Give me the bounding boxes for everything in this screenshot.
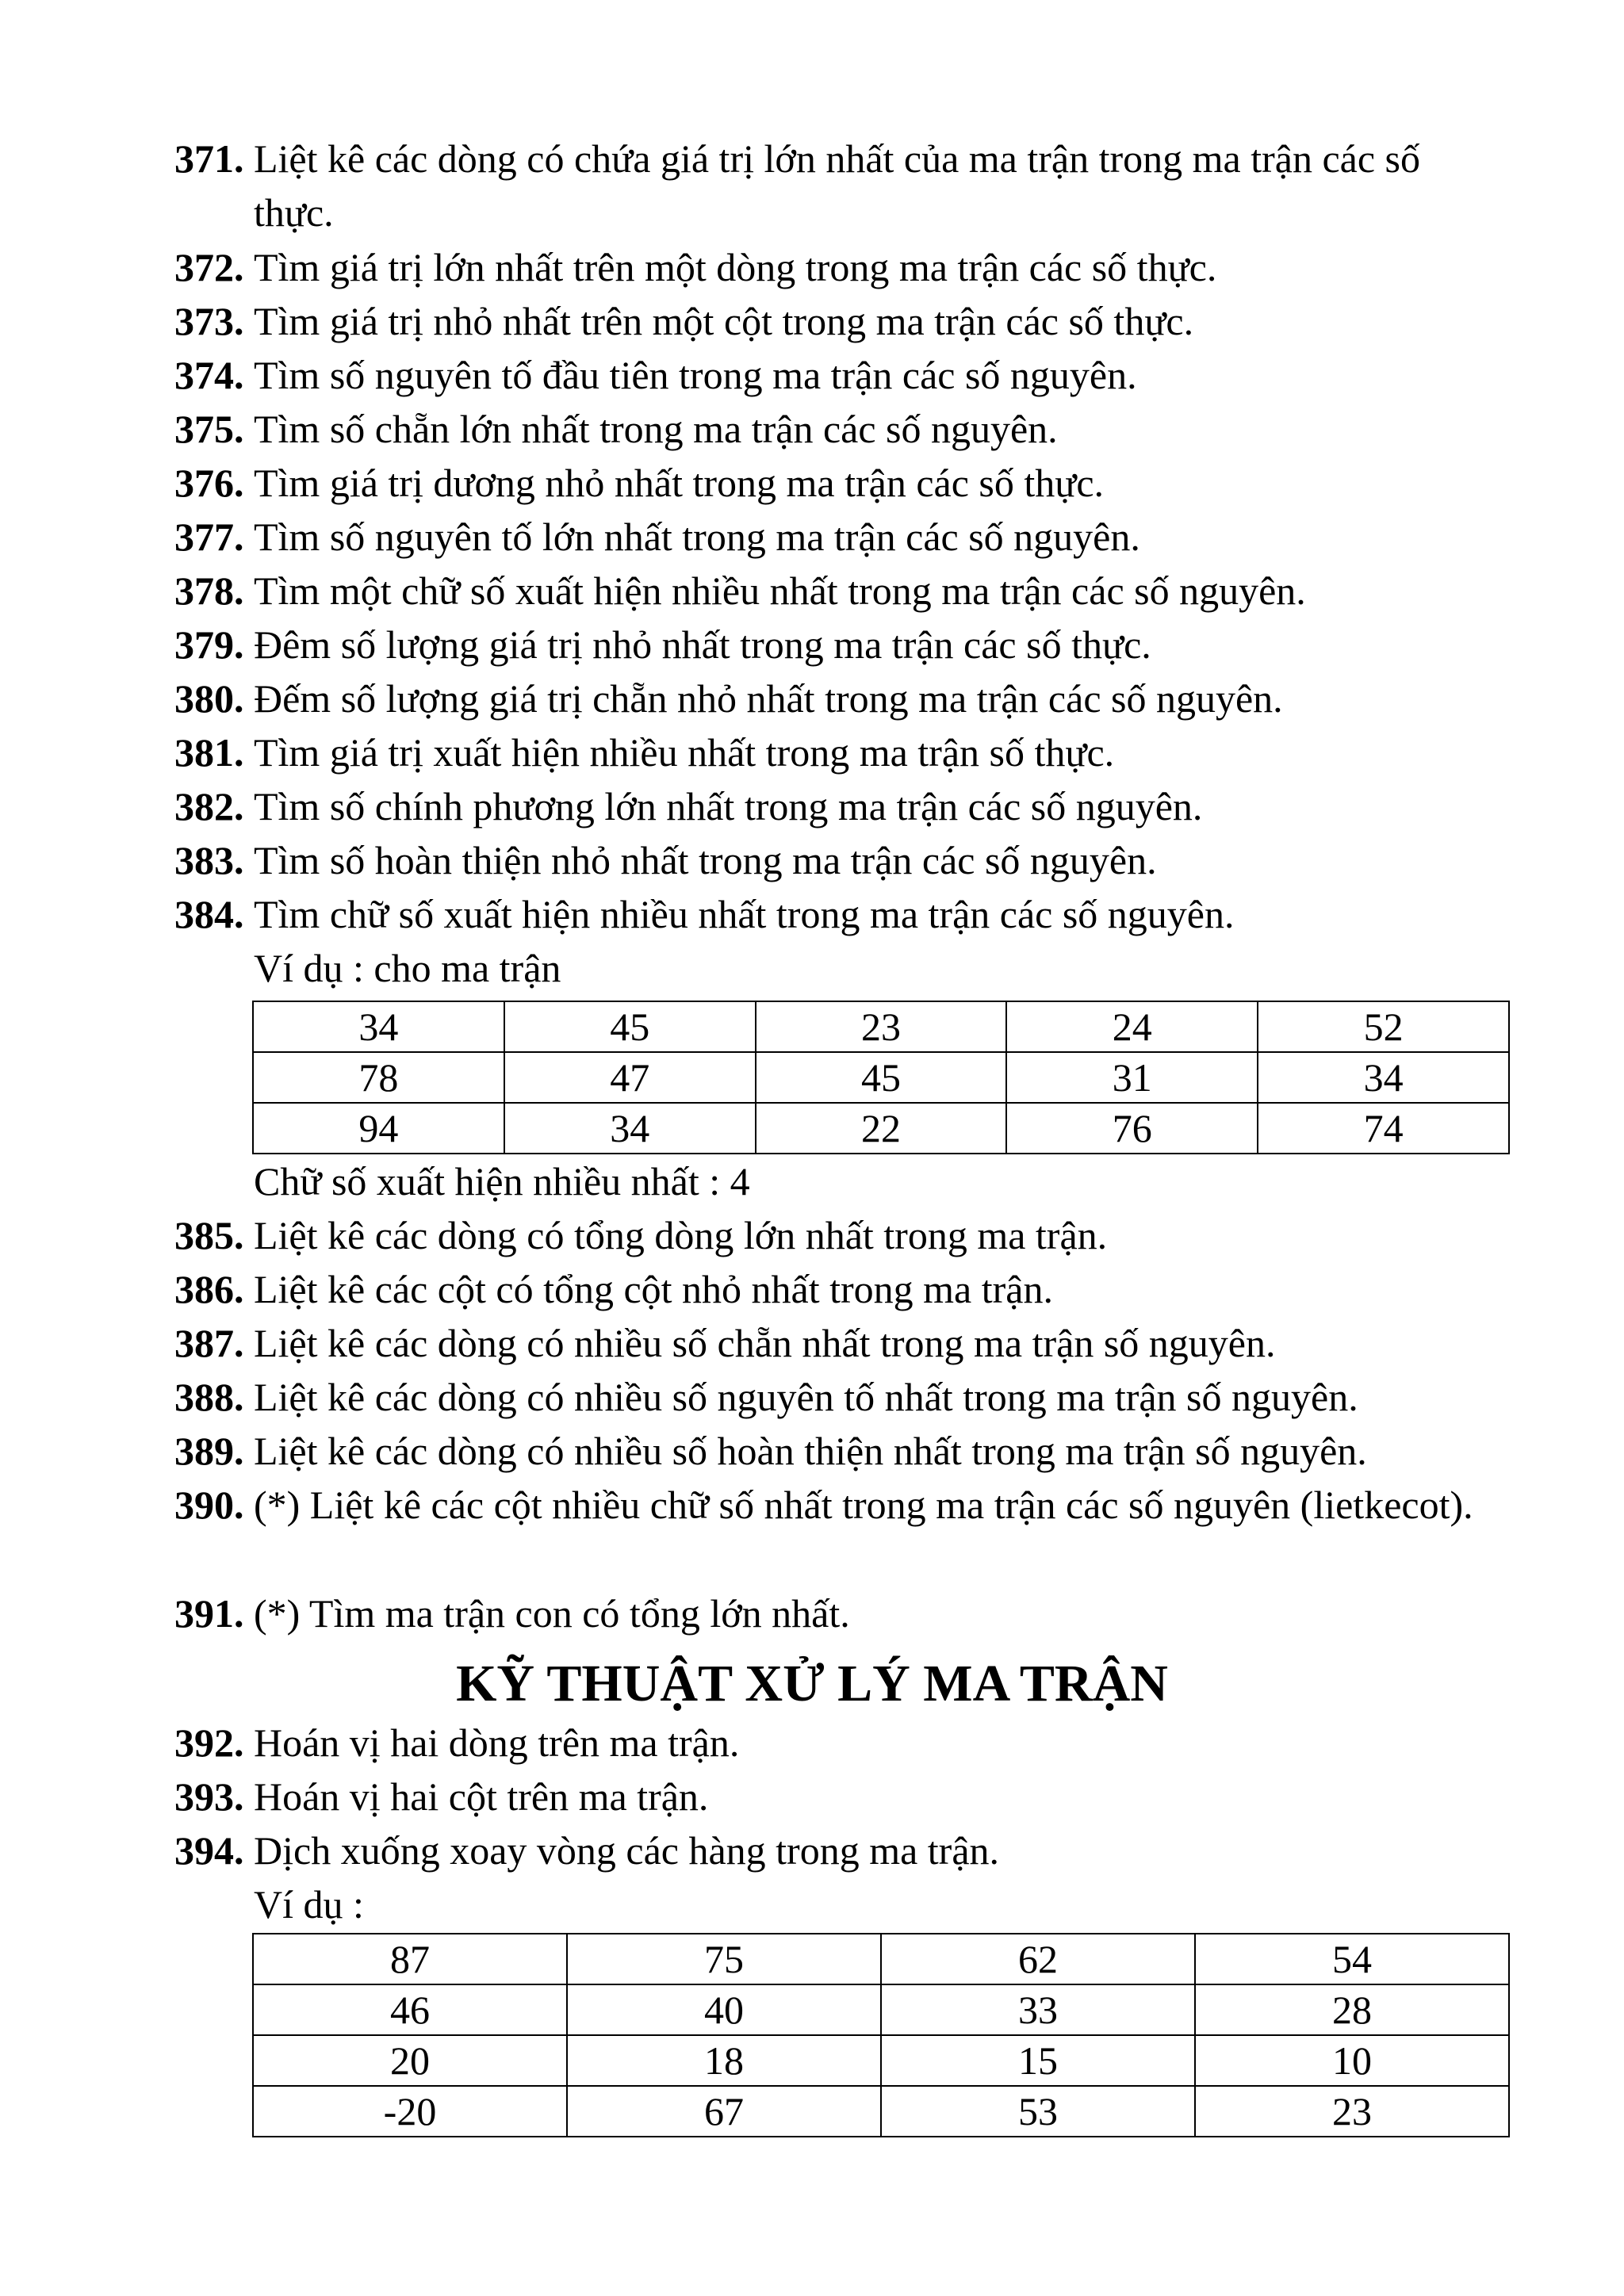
exercise-item — [174, 132, 1507, 239]
exercise-number: 375. — [174, 407, 244, 451]
exercise-item — [174, 1370, 1507, 1424]
exercise-text: Tìm giá trị xuất hiện nhiều nhất trong ma trận số thực. — [254, 730, 1115, 775]
exercise-text: Tìm một chữ số xuất hiện nhiều nhất trong ma trận các số nguyên. — [254, 568, 1306, 613]
exercise-item — [174, 618, 1507, 672]
exercise-text: (*) Tìm ma trận con có tổng lớn nhất. — [254, 1591, 850, 1636]
exercise-text: Tìm số nguyên tố đầu tiên trong ma trận các số nguyên. — [254, 353, 1137, 397]
exercise-item — [174, 1716, 1507, 1770]
exercise-number: 381. — [174, 730, 244, 775]
exercise-item — [174, 887, 1507, 941]
exercise-number: 377. — [174, 515, 244, 559]
exercise-number: 392. — [174, 1720, 244, 1765]
exercise-text: Hoán vị hai cột trên ma trận. — [254, 1774, 709, 1819]
matrix-cell: 18 — [567, 2035, 881, 2086]
exercise-item — [174, 402, 1507, 456]
exercise-text: Hoán vị hai dòng trên ma trận. — [254, 1720, 740, 1765]
table-row — [253, 1984, 1509, 2035]
exercise-number: 385. — [174, 1213, 244, 1257]
exercise-item — [174, 672, 1507, 725]
matrix-cell: -20 — [253, 2086, 567, 2137]
matrix-cell: 34 — [1258, 1052, 1509, 1103]
matrix-cell: 24 — [1006, 1001, 1258, 1052]
exercise-item — [174, 1478, 1507, 1532]
example-matrix-2 — [252, 1933, 1510, 2137]
exercise-text: Đêm số lượng giá trị nhỏ nhất trong ma trận các số thực. — [254, 622, 1151, 667]
matrix-cell: 52 — [1258, 1001, 1509, 1052]
exercise-text: Liệt kê các dòng có nhiều số chẵn nhất trong ma trận số nguyên. — [254, 1321, 1276, 1365]
matrix-cell: 54 — [1195, 1934, 1509, 1984]
exercise-item — [174, 725, 1507, 779]
matrix-cell: 67 — [567, 2086, 881, 2137]
exercise-number: 391. — [174, 1591, 244, 1636]
exercise-item — [174, 564, 1507, 618]
exercise-text: Liệt kê các dòng có nhiều số hoàn thiện nhất trong ma trận số nguyên. — [254, 1429, 1367, 1473]
matrix-cell: 76 — [1006, 1103, 1258, 1154]
exercise-number: 379. — [174, 622, 244, 667]
matrix-cell: 22 — [756, 1103, 1007, 1154]
matrix-cell: 45 — [756, 1052, 1007, 1103]
matrix-cell: 28 — [1195, 1984, 1509, 2035]
matrix-cell: 34 — [504, 1103, 756, 1154]
exercise-number: 373. — [174, 299, 244, 343]
matrix-cell: 10 — [1195, 2035, 1509, 2086]
exercise-text: Liệt kê các dòng có tổng dòng lớn nhất trong ma trận. — [254, 1213, 1108, 1257]
exercise-number: 386. — [174, 1267, 244, 1311]
exercise-number: 380. — [174, 676, 244, 721]
exercise-item — [174, 1316, 1507, 1370]
matrix-cell: 47 — [504, 1052, 756, 1103]
section-title: KỸ THUẬT XỬ LÝ MA TRẬN — [456, 1655, 1168, 1712]
matrix-cell: 33 — [881, 1984, 1195, 2035]
exercise-item — [174, 833, 1507, 887]
matrix-cell: 31 — [1006, 1052, 1258, 1103]
table-row — [253, 1001, 1509, 1052]
exercise-number: 378. — [174, 568, 244, 613]
exercise-number: 390. — [174, 1483, 244, 1527]
exercise-text: Liệt kê các dòng có chứa giá trị lớn nhất của ma trận trong ma trận các số thực. — [254, 136, 1420, 235]
exercise-item — [174, 294, 1507, 348]
matrix-cell: 15 — [881, 2035, 1195, 2086]
example-result: Chữ số xuất hiện nhiều nhất : 4 — [254, 1159, 750, 1203]
matrix-cell: 20 — [253, 2035, 567, 2086]
exercise-number: 394. — [174, 1828, 244, 1873]
matrix-cell: 78 — [253, 1052, 504, 1103]
exercise-number: 387. — [174, 1321, 244, 1365]
exercise-item — [174, 348, 1507, 402]
exercise-text: Liệt kê các cột có tổng cột nhỏ nhất trong ma trận. — [254, 1267, 1053, 1311]
table-row — [253, 1934, 1509, 1984]
exercise-number: 376. — [174, 461, 244, 505]
table-row — [253, 2086, 1509, 2137]
exercise-text: Dịch xuống xoay vòng các hàng trong ma trận. — [254, 1828, 1000, 1873]
exercise-item — [174, 1586, 1507, 1640]
exercise-number: 388. — [174, 1375, 244, 1419]
exercise-text: (*) Liệt kê các cột nhiều chữ số nhất trong ma trận các số nguyên (lietkecot). — [254, 1483, 1473, 1527]
exercise-item — [174, 240, 1507, 294]
exercise-text: Tìm giá trị dương nhỏ nhất trong ma trận các số thực. — [254, 461, 1105, 505]
exercise-item — [174, 1770, 1507, 1823]
exercise-text: Tìm số hoàn thiện nhỏ nhất trong ma trận các số nguyên. — [254, 838, 1157, 882]
matrix-cell: 53 — [881, 2086, 1195, 2137]
matrix-cell: 75 — [567, 1934, 881, 1984]
exercise-number: 374. — [174, 353, 244, 397]
matrix-cell: 94 — [253, 1103, 504, 1154]
exercise-item — [174, 456, 1507, 510]
exercise-item — [174, 779, 1507, 833]
exercise-number: 384. — [174, 892, 244, 936]
example-intro: Ví dụ : — [254, 1882, 364, 1927]
matrix-cell: 87 — [253, 1934, 567, 1984]
table-row — [253, 1103, 1509, 1154]
exercise-number: 372. — [174, 245, 244, 289]
exercise-text: Đếm số lượng giá trị chẵn nhỏ nhất trong ma trận các số nguyên. — [254, 676, 1283, 721]
example-matrix-1 — [252, 1001, 1510, 1154]
matrix-cell: 40 — [567, 1984, 881, 2035]
exercise-item — [174, 1208, 1507, 1262]
matrix-cell: 23 — [1195, 2086, 1509, 2137]
exercise-number: 382. — [174, 784, 244, 828]
exercise-number: 383. — [174, 838, 244, 882]
exercise-text: Tìm số nguyên tố lớn nhất trong ma trận các số nguyên. — [254, 515, 1140, 559]
matrix-cell: 23 — [756, 1001, 1007, 1052]
matrix-cell: 62 — [881, 1934, 1195, 1984]
exercise-text: Tìm số chẵn lớn nhất trong ma trận các số nguyên. — [254, 407, 1058, 451]
exercise-text: Liệt kê các dòng có nhiều số nguyên tố nhất trong ma trận số nguyên. — [254, 1375, 1358, 1419]
exercise-text: Tìm giá trị lớn nhất trên một dòng trong ma trận các số thực. — [254, 245, 1217, 289]
table-row — [253, 1052, 1509, 1103]
exercise-text: Tìm giá trị nhỏ nhất trên một cột trong ma trận các số thực. — [254, 299, 1194, 343]
exercise-item — [174, 1424, 1507, 1478]
exercise-item — [174, 510, 1507, 564]
matrix-cell: 46 — [253, 1984, 567, 2035]
matrix-cell: 74 — [1258, 1103, 1509, 1154]
matrix-cell: 45 — [504, 1001, 756, 1052]
exercise-number: 393. — [174, 1774, 244, 1819]
example-intro: Ví dụ : cho ma trận — [254, 946, 561, 990]
exercise-item — [174, 1262, 1507, 1316]
exercise-number: 371. — [174, 136, 244, 181]
table-row — [253, 2035, 1509, 2086]
exercise-item — [174, 1823, 1507, 1877]
exercise-number: 389. — [174, 1429, 244, 1473]
exercise-text: Tìm số chính phương lớn nhất trong ma trận các số nguyên. — [254, 784, 1203, 828]
matrix-cell: 34 — [253, 1001, 504, 1052]
exercise-text: Tìm chữ số xuất hiện nhiều nhất trong ma trận các số nguyên. — [254, 892, 1235, 936]
